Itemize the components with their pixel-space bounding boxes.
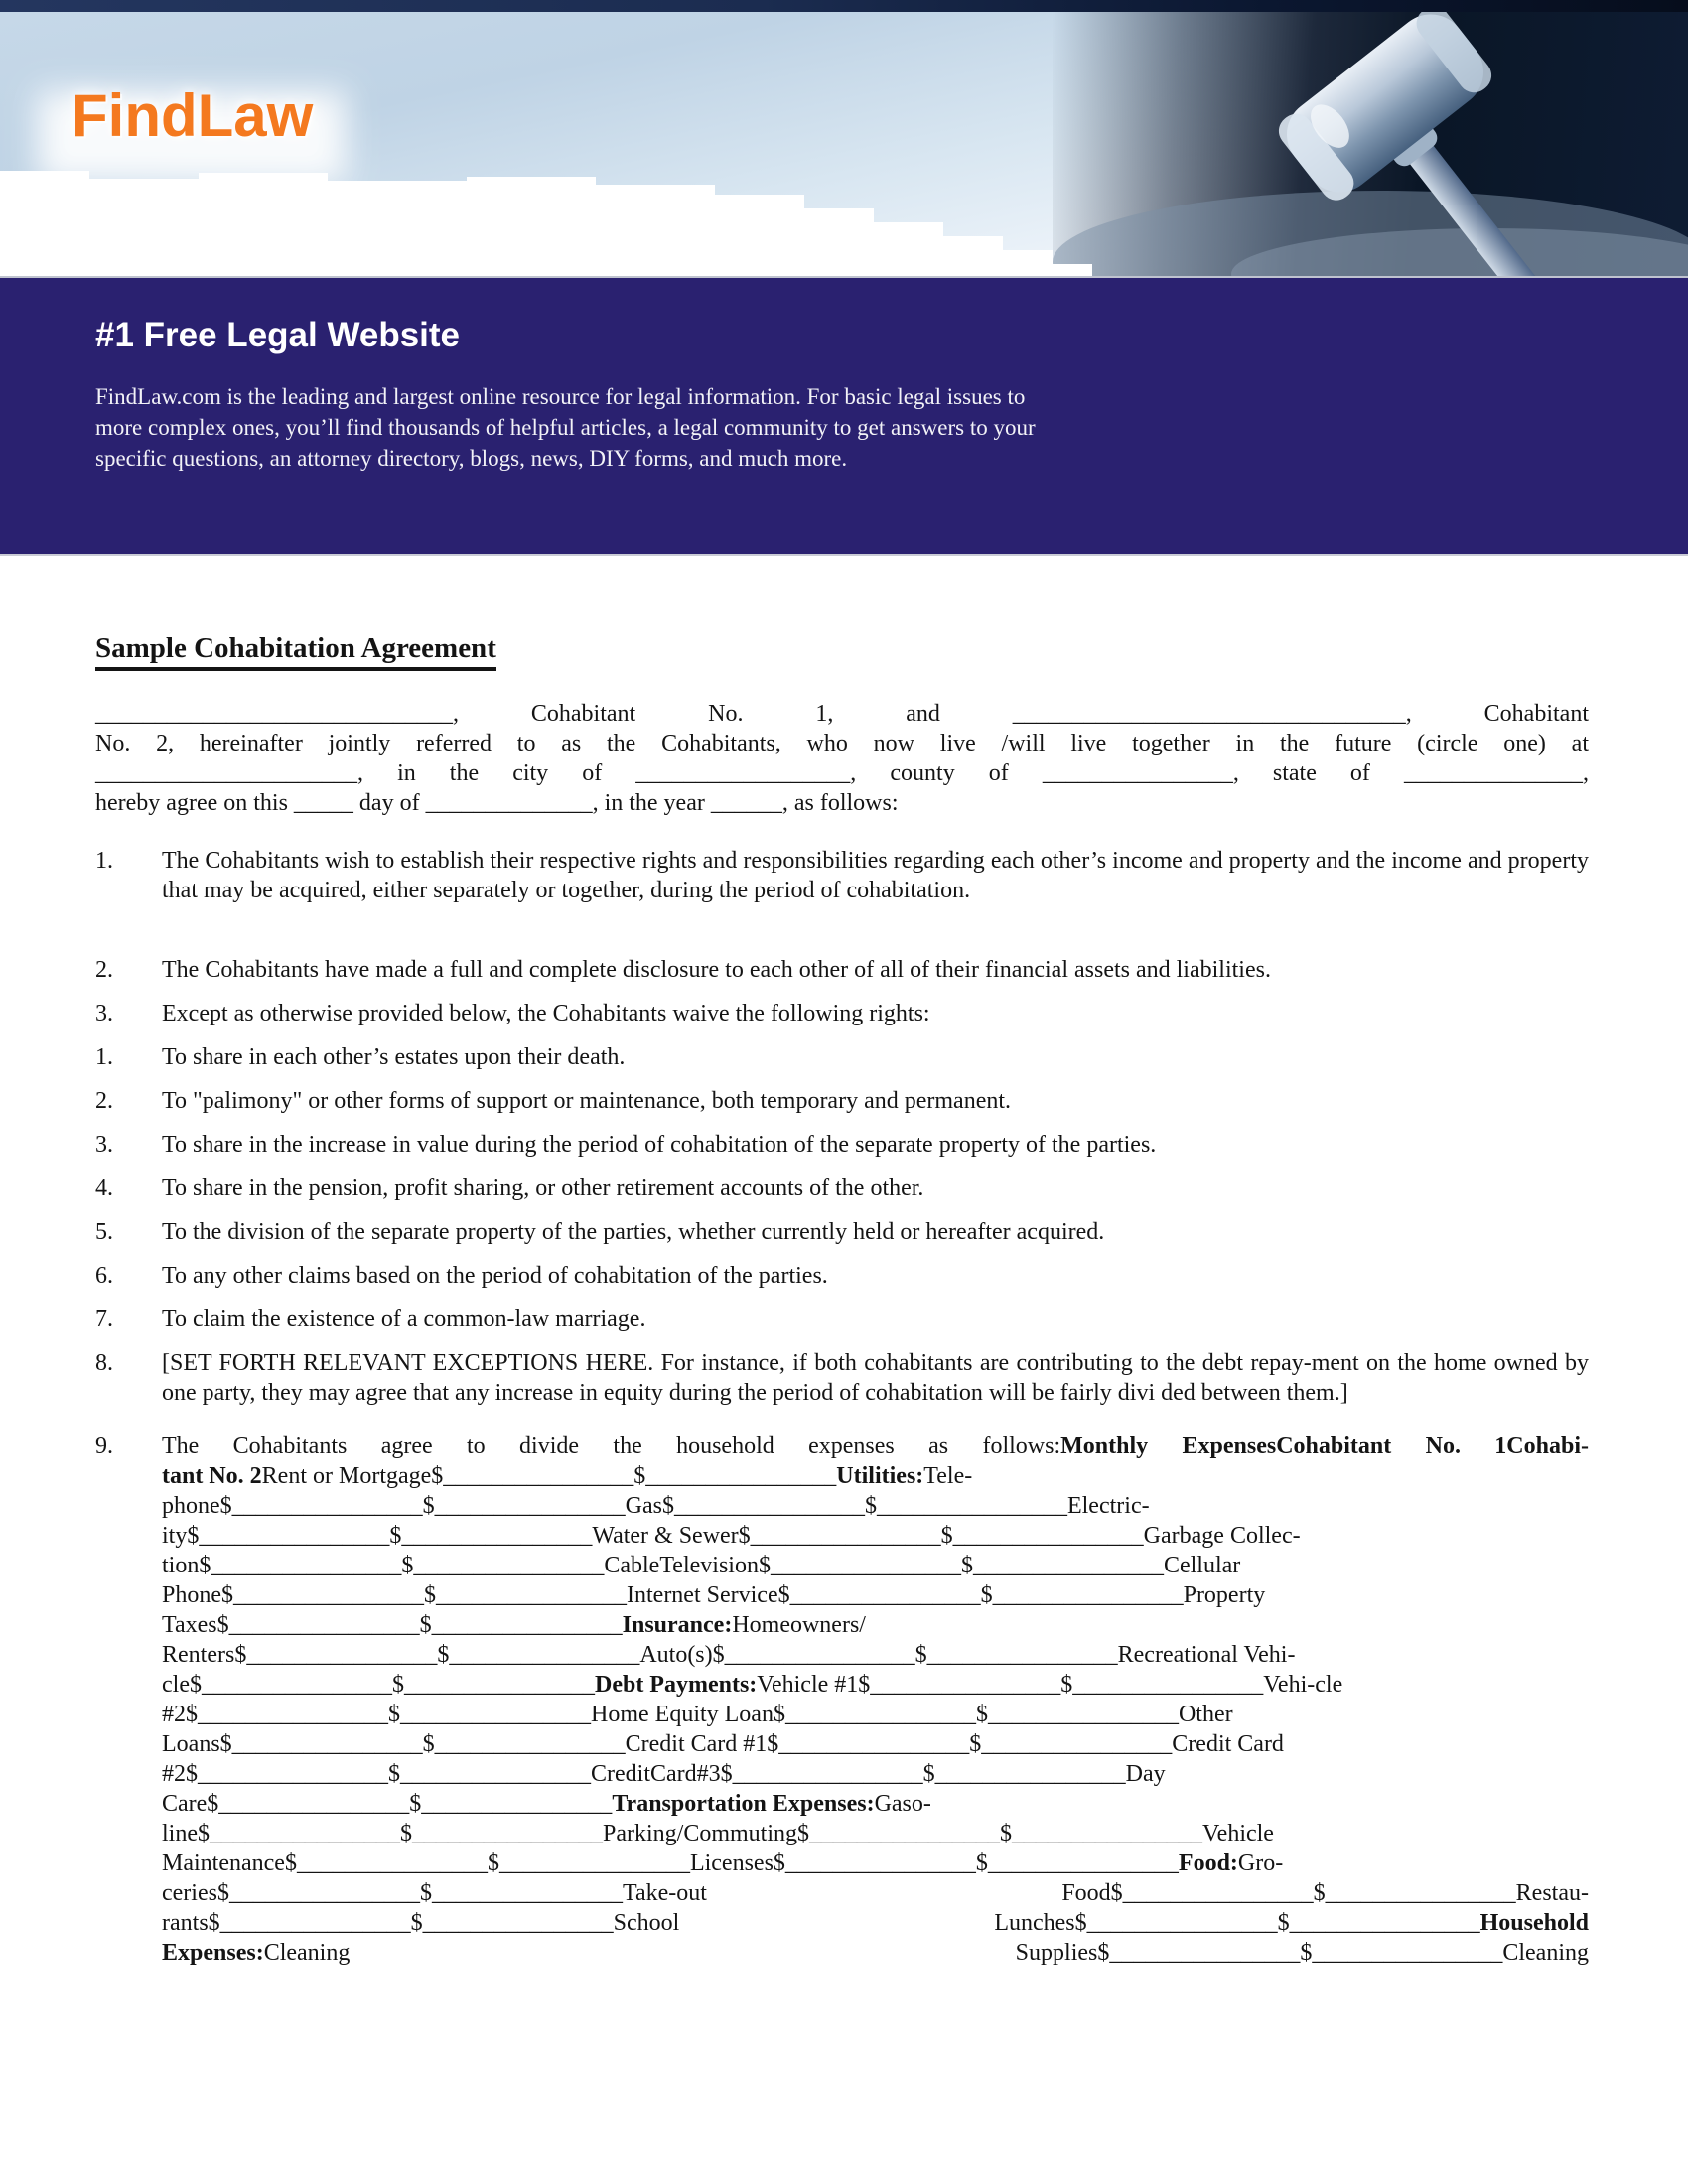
banner-description-line: FindLaw.com is the leading and largest online resource for legal information. For basic legal issues to xyxy=(95,384,1026,409)
text-line xyxy=(95,758,1589,788)
list-item-text xyxy=(162,1432,1589,1968)
text-run: #2$________________$________________Home Equity Loan$________________$________________Other xyxy=(162,1702,1233,1727)
text-line xyxy=(162,1491,1589,1521)
findlaw-header xyxy=(0,0,1688,276)
text-line xyxy=(162,1759,1589,1789)
list-item-number: 6. xyxy=(95,1263,113,1289)
text-run: ______________________, in the city of __________________, county of ________________, state of _______________, xyxy=(95,760,1589,786)
text-line xyxy=(95,729,1589,758)
text-run: ceries$________________$________________Take-out xyxy=(162,1880,707,1906)
list-item-number: 1. xyxy=(95,848,113,874)
header-top-bar xyxy=(0,0,1688,12)
list-item-number: 4. xyxy=(95,1175,113,1201)
text-run: Gro- xyxy=(1237,1850,1284,1876)
list-item xyxy=(95,955,1589,985)
text-run: The Cohabitants agree to divide the household expenses as follows: xyxy=(162,1433,1061,1459)
list-item-text: To claim the existence of a common-law marriage. xyxy=(162,1306,646,1332)
text-run: phone$________________$________________Gas$________________$________________Electric- xyxy=(162,1493,1150,1519)
document-page xyxy=(0,556,1688,1968)
banner-description-line: more complex ones, you’ll find thousands of helpful articles, a legal community to get answers to your xyxy=(95,415,1036,440)
list-item xyxy=(95,1130,1589,1160)
list-item-text: The Cohabitants wish to establish their respective rights and responsibilities regarding each other’s income and property and the income and property that may be acquired, either separately or together, during the period of cohabitation. xyxy=(162,848,1589,903)
text-line xyxy=(162,1848,1589,1878)
banner-title: #1 Free Legal Website xyxy=(95,316,461,354)
list-item xyxy=(95,1304,1589,1334)
agreement-list xyxy=(95,846,1589,1968)
list-item-text: [SET FORTH RELEVANT EXCEPTIONS HERE. For instance, if both cohabitants are contributing to the debt repay-ment on the home owned by one party, they may agree that any increase in equity during the period of cohabitation will be fairly divi ded between them.] xyxy=(162,1350,1589,1406)
document-title: Sample Cohabitation Agreement xyxy=(95,631,496,671)
text-line xyxy=(162,1819,1589,1848)
text-run: Expenses: xyxy=(162,1940,264,1966)
text-run: Gaso- xyxy=(874,1791,931,1817)
text-line xyxy=(162,1670,1589,1700)
list-item-text: To "palimony" or other forms of support or maintenance, both temporary and permanent. xyxy=(162,1088,1012,1114)
text-run: Insurance: xyxy=(622,1612,733,1638)
text-line xyxy=(162,1521,1589,1551)
list-item xyxy=(95,1217,1589,1247)
text-run: Debt Payments: xyxy=(594,1672,758,1698)
text-run: Utilities: xyxy=(836,1463,924,1489)
text-line xyxy=(162,1640,1589,1670)
list-item xyxy=(95,1173,1589,1203)
findlaw-logo: FindLaw xyxy=(71,82,314,149)
text-line xyxy=(162,1938,1589,1968)
text-run: Monthly ExpensesCohabitant No. 1Cohabi- xyxy=(1060,1433,1589,1459)
list-item-text: Except as otherwise provided below, the Cohabitants waive the following rights: xyxy=(162,1001,930,1026)
list-item-text: To share in the increase in value during the period of cohabitation of the separate property of the parties. xyxy=(162,1132,1157,1158)
text-run: Cleaning xyxy=(263,1940,351,1966)
text-line xyxy=(95,788,1589,818)
list-item-text: The Cohabitants have made a full and complete disclosure to each other of all of their financial assets and liabilities. xyxy=(162,957,1271,983)
text-run: #2$________________$________________CreditCard#3$________________$________________Day xyxy=(162,1761,1166,1787)
text-line xyxy=(162,1700,1589,1729)
list-item-number: 8. xyxy=(95,1350,113,1376)
text-run: Renters$________________$________________Auto(s)$________________$________________Recreational Vehi- xyxy=(162,1642,1296,1668)
text-run: tant No. 2 xyxy=(162,1463,262,1489)
text-run: Taxes$________________$________________ xyxy=(162,1612,623,1638)
list-item-text: To share in the pension, profit sharing, or other retirement accounts of the other. xyxy=(162,1175,924,1201)
list-item xyxy=(95,846,1589,905)
text-run: No. 2, hereinafter jointly referred to as the Cohabitants, who now live /will live together in the future (circle one) at xyxy=(95,731,1589,756)
list-item-number: 2. xyxy=(95,957,113,983)
list-item-number: 3. xyxy=(95,1001,113,1026)
list-item-number: 5. xyxy=(95,1219,113,1245)
text-line xyxy=(162,1729,1589,1759)
text-run: cle$________________$________________ xyxy=(162,1672,595,1698)
text-run: Food$________________$________________Restau- xyxy=(1061,1880,1589,1906)
text-run: Homeowners/ xyxy=(732,1612,866,1638)
text-run: ity$________________$________________Water & Sewer$________________$________________Garbage Collec- xyxy=(162,1523,1301,1549)
banner-description xyxy=(95,381,1148,474)
text-run: hereby agree on this _____ day of ______________, in the year ______, as follows: xyxy=(95,790,899,816)
banner-description-line: specific questions, an attorney directory, blogs, news, DIY forms, and much more. xyxy=(95,446,848,471)
text-run: Rent or Mortgage$________________$________________ xyxy=(261,1463,837,1489)
text-run: Vehicle #1$________________$________________Vehi-cle xyxy=(757,1672,1343,1698)
text-line xyxy=(95,699,1589,729)
list-item-text: To any other claims based on the period of cohabitation of the parties. xyxy=(162,1263,828,1289)
text-run: Food: xyxy=(1178,1850,1238,1876)
text-line xyxy=(162,1610,1589,1640)
list-item-number: 9. xyxy=(95,1433,113,1459)
text-run: rants$________________$________________School xyxy=(162,1910,680,1936)
text-run: Lunches$________________$________________ xyxy=(994,1910,1480,1936)
promo-banner xyxy=(0,276,1688,556)
list-item-number: 2. xyxy=(95,1088,113,1114)
text-line xyxy=(162,1789,1589,1819)
intro-paragraph xyxy=(95,699,1589,818)
text-run: Household xyxy=(1479,1910,1589,1936)
list-item xyxy=(95,1042,1589,1072)
list-item-text: To share in each other’s estates upon their death. xyxy=(162,1044,626,1070)
text-run: tion$________________$________________CableTelevision$________________$________________Cellular xyxy=(162,1553,1241,1578)
text-run: Transportation Expenses: xyxy=(612,1791,875,1817)
list-item-number: 7. xyxy=(95,1306,113,1332)
text-run: Tele- xyxy=(923,1463,973,1489)
list-item-number: 1. xyxy=(95,1044,113,1070)
list-item xyxy=(95,999,1589,1028)
list-item xyxy=(95,1086,1589,1116)
text-run: Loans$________________$________________Credit Card #1$________________$________________Credit Card xyxy=(162,1731,1284,1757)
list-item-number: 3. xyxy=(95,1132,113,1158)
text-run: ______________________________, Cohabitant No. 1, and _________________________________, Cohabitant xyxy=(95,701,1589,727)
text-run: Phone$________________$________________Internet Service$________________$________________Property xyxy=(162,1582,1266,1608)
list-item xyxy=(95,1348,1589,1408)
list-item xyxy=(95,1432,1589,1968)
text-line xyxy=(162,1580,1589,1610)
list-item xyxy=(95,1261,1589,1291)
text-line xyxy=(162,1432,1589,1461)
text-line xyxy=(162,1878,1589,1908)
text-line xyxy=(162,1908,1589,1938)
text-line xyxy=(162,1551,1589,1580)
text-run: Supplies$________________$________________Cleaning xyxy=(1015,1940,1589,1966)
list-item-text: To the division of the separate property of the parties, whether currently held or hereafter acquired. xyxy=(162,1219,1105,1245)
text-run: Care$________________$________________ xyxy=(162,1791,613,1817)
text-line xyxy=(162,1461,1589,1491)
text-run: Maintenance$________________$________________Licenses$________________$________________ xyxy=(162,1850,1179,1876)
text-run: line$________________$________________Parking/Commuting$________________$________________Vehicle xyxy=(162,1821,1274,1846)
